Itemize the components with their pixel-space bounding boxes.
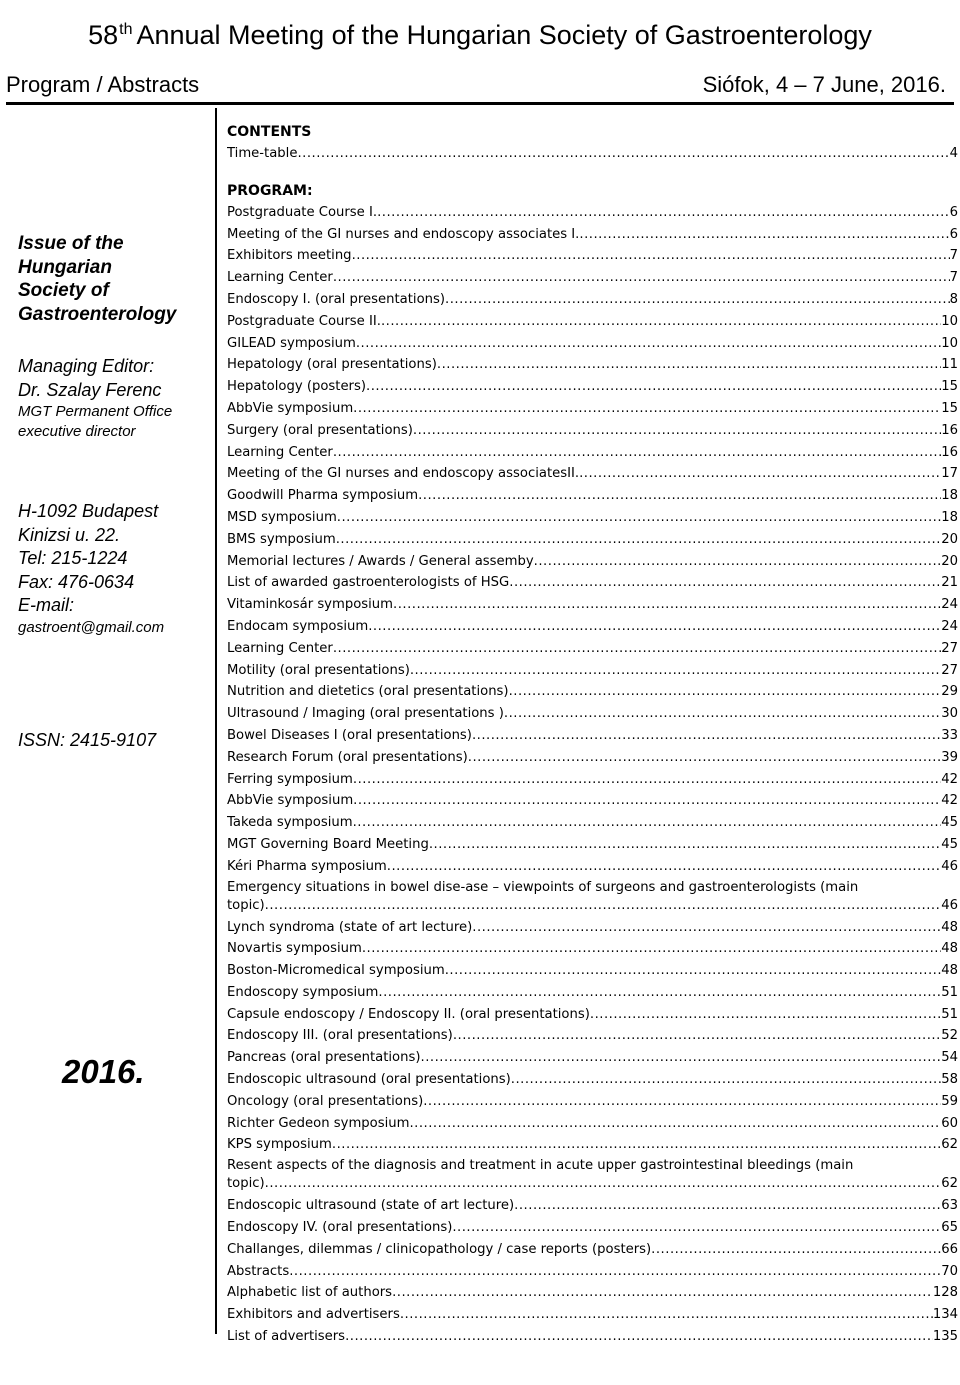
- toc-entry-title: MGT Governing Board Meeting: [227, 836, 429, 852]
- toc-entry-title: Kéri Pharma symposium: [227, 858, 387, 874]
- toc-entry-title: Endoscopy IV. (oral presentations): [227, 1220, 453, 1236]
- dot-leader: [337, 507, 941, 529]
- issn: ISSN: 2415-9107: [18, 729, 157, 750]
- dot-leader: [509, 681, 942, 703]
- toc-entry-title: Hepatology (oral presentations): [227, 357, 437, 373]
- toc-entry: [227, 1261, 958, 1283]
- dot-leader: [265, 1175, 942, 1193]
- dot-leader: [377, 202, 950, 224]
- toc-entry-title: Endoscopic ultrasound (oral presentations): [227, 1072, 511, 1088]
- dot-leader: [413, 420, 941, 442]
- toc-entry: [227, 703, 958, 725]
- dot-leader: [437, 354, 941, 376]
- publication-year: 2016.: [62, 1052, 145, 1090]
- toc-entry-page: 51: [941, 1006, 958, 1022]
- toc-entry: [227, 938, 958, 960]
- toc-entry-title-cont: topic): [227, 897, 265, 913]
- toc-entry: [227, 245, 958, 267]
- toc-entry-title: Endoscopy symposium: [227, 984, 379, 1000]
- toc-entry-page: 4: [949, 146, 958, 161]
- dot-leader: [590, 1004, 941, 1026]
- toc-entry-page: 7: [949, 270, 958, 286]
- toc-entry-title: Bowel Diseases I (oral presentations): [227, 727, 472, 743]
- toc-entry: [227, 1217, 958, 1239]
- dot-leader: [352, 245, 950, 267]
- toc-entry-page: 63: [941, 1198, 958, 1214]
- header-rule: [6, 102, 954, 105]
- toc-entry: [227, 960, 958, 982]
- dot-leader: [423, 1091, 941, 1113]
- toc-entry-title: Endoscopy III. (oral presentations): [227, 1028, 453, 1044]
- dot-leader: [472, 725, 941, 747]
- toc-entry-page: 54: [941, 1050, 958, 1066]
- toc-entry: [227, 224, 958, 246]
- address-line: H-1092 Budapest: [18, 501, 159, 521]
- toc-entry-page: 15: [941, 400, 958, 416]
- toc-entry-page: 59: [941, 1093, 958, 1109]
- toc-entry-title: Capsule endoscopy / Endoscopy II. (oral presentations): [227, 1006, 590, 1022]
- toc-entry-page: 10: [941, 313, 958, 329]
- toc-entry-title: Learning Center: [227, 270, 333, 286]
- toc-entry: [227, 856, 958, 878]
- toc-entry-page: 20: [941, 553, 958, 569]
- toc-entry: [227, 1195, 958, 1217]
- dot-leader: [345, 1326, 933, 1348]
- toc-entry: [227, 681, 958, 703]
- toc-entry-title: Ferring symposium: [227, 771, 353, 787]
- toc-entry: [227, 529, 958, 551]
- toc-entry-title: BMS symposium: [227, 531, 336, 547]
- dot-leader: [393, 594, 941, 616]
- office-line: MGT Permanent Office: [18, 403, 173, 420]
- issue-line: Issue of the: [18, 233, 124, 254]
- dot-leader: [534, 551, 942, 573]
- toc-entry: [227, 354, 958, 376]
- toc-entry: [227, 790, 958, 812]
- dot-leader: [353, 769, 941, 791]
- toc-entry: [227, 1069, 958, 1091]
- toc-entry: [227, 398, 958, 420]
- issue-line: Gastroenterology: [18, 303, 177, 325]
- toc-entry-page: 45: [941, 815, 958, 831]
- toc-entry-page: 6: [949, 204, 958, 220]
- toc-entry: [227, 660, 958, 682]
- toc-entry-page: 27: [941, 640, 958, 656]
- toc-entry-page: 66: [941, 1241, 958, 1257]
- toc-entry-page: 6: [949, 226, 958, 242]
- toc-entry-title: Takeda symposium: [227, 815, 353, 831]
- toc-entry-page: 10: [941, 335, 958, 351]
- dot-leader: [579, 463, 941, 485]
- toc-entry-page: 15: [941, 379, 958, 395]
- email-label: E-mail:: [18, 595, 75, 615]
- toc-entry: [227, 1304, 958, 1326]
- dot-leader: [445, 960, 942, 982]
- toc-entry-title: GILEAD symposium: [227, 335, 356, 351]
- toc-entry-page: 8: [949, 291, 958, 307]
- toc-entry-page: 16: [941, 444, 958, 460]
- toc-entry-title: Surgery (oral presentations): [227, 422, 413, 438]
- toc-entry-page: 39: [941, 749, 958, 765]
- ordinal-suffix: th: [119, 21, 133, 38]
- dot-leader: [392, 1282, 933, 1304]
- subheader: [0, 70, 960, 104]
- dot-leader: [332, 1134, 941, 1156]
- dot-leader: [514, 1195, 941, 1217]
- toc-entry-page: 24: [941, 618, 958, 634]
- toc-entry-page: 60: [941, 1115, 958, 1131]
- toc-entry: [227, 982, 958, 1004]
- toc-entry: [227, 594, 958, 616]
- toc-entry-page: 30: [941, 706, 958, 722]
- dot-leader: [353, 790, 941, 812]
- toc-entry: [227, 1326, 958, 1348]
- toc-entry-page: 134: [932, 1307, 958, 1323]
- toc-entry-title: Time-table: [227, 146, 298, 161]
- toc-entry-page: 70: [941, 1263, 958, 1279]
- dot-leader: [362, 938, 941, 960]
- toc-entry: [227, 1025, 958, 1047]
- toc-entry: [227, 1004, 958, 1026]
- toc-list: [227, 202, 958, 1348]
- toc-entry-page: 21: [941, 575, 958, 591]
- toc-entry: [227, 289, 958, 311]
- toc-entry-page: 33: [941, 727, 958, 743]
- toc-entry-title: Postgraduate Course II.: [227, 313, 381, 329]
- toc-entry-title: Motility (oral presentations): [227, 662, 410, 678]
- dot-leader: [418, 485, 941, 507]
- toc-entry-title: Richter Gedeon symposium: [227, 1115, 410, 1131]
- dot-leader: [468, 747, 941, 769]
- toc-entry: [227, 267, 958, 289]
- program-heading: PROGRAM:: [227, 182, 313, 199]
- venue-date: Siófok, 4 – 7 June, 2016.: [702, 72, 946, 97]
- sidebar: [18, 232, 208, 1091]
- dot-leader: [333, 267, 950, 289]
- toc-entry-title: Vitaminkosár symposium: [227, 597, 394, 613]
- toc-entry: [227, 1239, 958, 1261]
- toc-entry: [227, 463, 958, 485]
- toc-entry: [227, 485, 958, 507]
- dot-leader: [366, 376, 941, 398]
- toc-entry: [227, 1113, 958, 1135]
- toc-entry-title: Memorial lectures / Awards / General assemby: [227, 553, 534, 569]
- toc-entry-title: Postgraduate Course I.: [227, 204, 378, 220]
- toc-entry: [227, 551, 958, 573]
- toc-entry-title: Resent aspects of the diagnosis and treatment in acute upper gastrointestinal bleedings (main: [227, 1158, 854, 1174]
- dot-leader: [368, 616, 941, 638]
- toc-entry: [227, 769, 958, 791]
- dot-leader: [410, 660, 941, 682]
- toc-entry-title: Novartis symposium: [227, 941, 362, 957]
- toc-entry-page: 58: [941, 1072, 958, 1088]
- dot-leader: [333, 442, 941, 464]
- toc-entry: [227, 442, 958, 464]
- toc-entry-page: 42: [941, 771, 958, 787]
- toc-entry: [227, 311, 958, 333]
- page-header-title: [0, 20, 960, 51]
- toc-entry-title: List of awarded gastroenterologists of HSG: [227, 575, 510, 591]
- toc-entry-title-cont: topic): [227, 1176, 265, 1192]
- toc-entry-page: 16: [941, 422, 958, 438]
- publication-type: Program / Abstracts: [6, 72, 200, 97]
- toc-entry-page: 51: [941, 984, 958, 1000]
- toc-entry: [227, 333, 958, 355]
- toc-entry-continuation: [227, 1175, 958, 1193]
- toc-entry-title: AbbVie symposium: [227, 793, 354, 809]
- toc-entry: [227, 572, 958, 594]
- toc-entry-title: Exhibitors meeting: [227, 248, 352, 264]
- toc-entry: [227, 1134, 958, 1156]
- email-address: gastroent@gmail.com: [18, 618, 165, 636]
- dot-leader: [409, 1113, 941, 1135]
- toc-entry-page: 24: [941, 597, 958, 613]
- toc-entry-title: KPS symposium: [227, 1137, 332, 1153]
- dot-leader: [421, 1047, 942, 1069]
- toc-entry: [227, 879, 958, 915]
- toc-entry-continuation: [227, 897, 958, 915]
- dot-leader: [579, 224, 949, 246]
- dot-leader: [333, 638, 941, 660]
- toc-entry-page: 65: [941, 1220, 958, 1236]
- toc-entry-page: 7: [949, 248, 958, 264]
- toc-entry-title: Goodwill Pharma symposium: [227, 488, 419, 504]
- dot-leader: [381, 311, 941, 333]
- toc-entry-page: 20: [941, 531, 958, 547]
- meeting-number: 58: [88, 20, 119, 50]
- toc-entry-title: Nutrition and dietetics (oral presentations): [227, 684, 509, 700]
- column-divider: [215, 108, 217, 1334]
- toc-entry-title: Endoscopic ultrasound (state of art lecture): [227, 1198, 515, 1214]
- dot-leader: [453, 1025, 941, 1047]
- toc-entry: [227, 834, 958, 856]
- toc-entry: [227, 616, 958, 638]
- fax-line: Fax: 476-0634: [18, 571, 135, 592]
- toc-entry-page: 48: [941, 963, 958, 979]
- toc-entry-page: 62: [941, 1137, 958, 1153]
- toc-entry: [227, 1091, 958, 1113]
- toc-entry-page: 27: [941, 662, 958, 678]
- toc-entry-page: 11: [941, 357, 958, 373]
- contact-address: [18, 500, 208, 618]
- toc-entry: [227, 507, 958, 529]
- dot-leader: [336, 529, 942, 551]
- dot-leader: [265, 897, 942, 915]
- dot-leader: [387, 856, 941, 878]
- dot-leader: [297, 143, 949, 165]
- toc-entry-page: 18: [941, 509, 958, 525]
- toc-entry: [227, 143, 958, 165]
- toc-entry-title: Exhibitors and advertisers: [227, 1307, 400, 1323]
- contents-heading: CONTENTS: [227, 124, 312, 140]
- toc-entry-page: 128: [932, 1285, 958, 1301]
- toc-entry: [227, 1282, 958, 1304]
- toc-entry-page: 42: [941, 793, 958, 809]
- toc-entry-title: Meeting of the GI nurses and endoscopy associates I.: [227, 226, 580, 242]
- toc-entry-title: Pancreas (oral presentations): [227, 1050, 421, 1066]
- toc-entry: [227, 202, 958, 224]
- address-line: Kinizsi u. 22.: [18, 524, 121, 545]
- issue-line: Society of: [18, 280, 109, 301]
- toc-entry-title: Endoscopy I. (oral presentations): [227, 291, 446, 307]
- toc-entry: [227, 812, 958, 834]
- toc-entry-page: 48: [941, 941, 958, 957]
- dot-leader: [378, 982, 941, 1004]
- toc-entry-page: 52: [941, 1028, 958, 1044]
- toc-entry-title: Boston-Micromedical symposium: [227, 963, 445, 979]
- toc-entry: [227, 1157, 958, 1193]
- dot-leader: [511, 1069, 941, 1091]
- phone-line: Tel: 215-1224: [18, 548, 128, 568]
- issue-line: Hungarian: [18, 256, 112, 278]
- dot-leader: [353, 398, 941, 420]
- toc-entry-page: 17: [941, 466, 958, 482]
- toc-entry-title: List of advertisers: [227, 1329, 346, 1345]
- dot-leader: [472, 917, 941, 939]
- toc-entry-title: Emergency situations in bowel dise-ase – viewpoints of surgeons and gastroenterologists (main: [227, 879, 859, 895]
- dot-leader: [353, 812, 942, 834]
- toc-entry-page: 45: [941, 836, 958, 852]
- toc-entry: [227, 725, 958, 747]
- toc-entry-title: Abstracts: [227, 1263, 290, 1279]
- dot-leader: [400, 1304, 933, 1326]
- toc-entry-title: Alphabetic list of authors: [227, 1285, 393, 1301]
- toc-entry: [227, 1047, 958, 1069]
- toc-entry: [227, 376, 958, 398]
- toc-entry-title: Endocam symposium: [227, 618, 369, 634]
- toc-entry-title: Hepatology (posters): [227, 379, 366, 395]
- office-line: executive director: [18, 423, 136, 440]
- dot-leader: [429, 834, 941, 856]
- table-of-contents: [227, 122, 958, 1348]
- toc-entry-title: Meeting of the GI nurses and endoscopy associatesII.: [227, 466, 580, 482]
- managing-editor-label: Managing Editor:: [18, 356, 155, 376]
- issue-statement: [18, 232, 208, 326]
- toc-entry-title: Research Forum (oral presentations): [227, 749, 468, 765]
- toc-entry: [227, 638, 958, 660]
- toc-entry: [227, 917, 958, 939]
- dot-leader: [504, 703, 941, 725]
- toc-entry-page: 46: [941, 897, 958, 913]
- toc-entry-title: Challanges, dilemmas / clinicopathology / case reports (posters): [227, 1241, 652, 1257]
- toc-entry: [227, 420, 958, 442]
- toc-entry-page: 48: [941, 919, 958, 935]
- dot-leader: [356, 333, 941, 355]
- toc-entry-page: 62: [941, 1176, 958, 1192]
- toc-entry-title: Learning Center: [227, 640, 333, 656]
- toc-entry-title: Oncology (oral presentations): [227, 1093, 424, 1109]
- toc-entry: [227, 747, 958, 769]
- toc-entry-title: Learning Center: [227, 444, 333, 460]
- dot-leader: [445, 289, 950, 311]
- toc-entry-page: 29: [941, 684, 958, 700]
- managing-editor-name: Dr. Szalay Ferenc: [18, 380, 162, 400]
- meeting-title: Annual Meeting of the Hungarian Society of Gastroenterology: [136, 20, 872, 50]
- toc-entry-title: AbbVie symposium: [227, 400, 354, 416]
- dot-leader: [289, 1261, 941, 1283]
- toc-entry-title: MSD symposium: [227, 509, 337, 525]
- toc-entry-title: Lynch syndroma (state of art lecture): [227, 919, 473, 935]
- toc-entry-page: 18: [941, 488, 958, 504]
- toc-entry-page: 135: [932, 1329, 958, 1345]
- toc-entry-title: Ultrasound / Imaging (oral presentations ): [227, 706, 504, 722]
- dot-leader: [452, 1217, 941, 1239]
- dot-leader: [509, 572, 941, 594]
- dot-leader: [651, 1239, 941, 1261]
- toc-entry-page: 46: [941, 858, 958, 874]
